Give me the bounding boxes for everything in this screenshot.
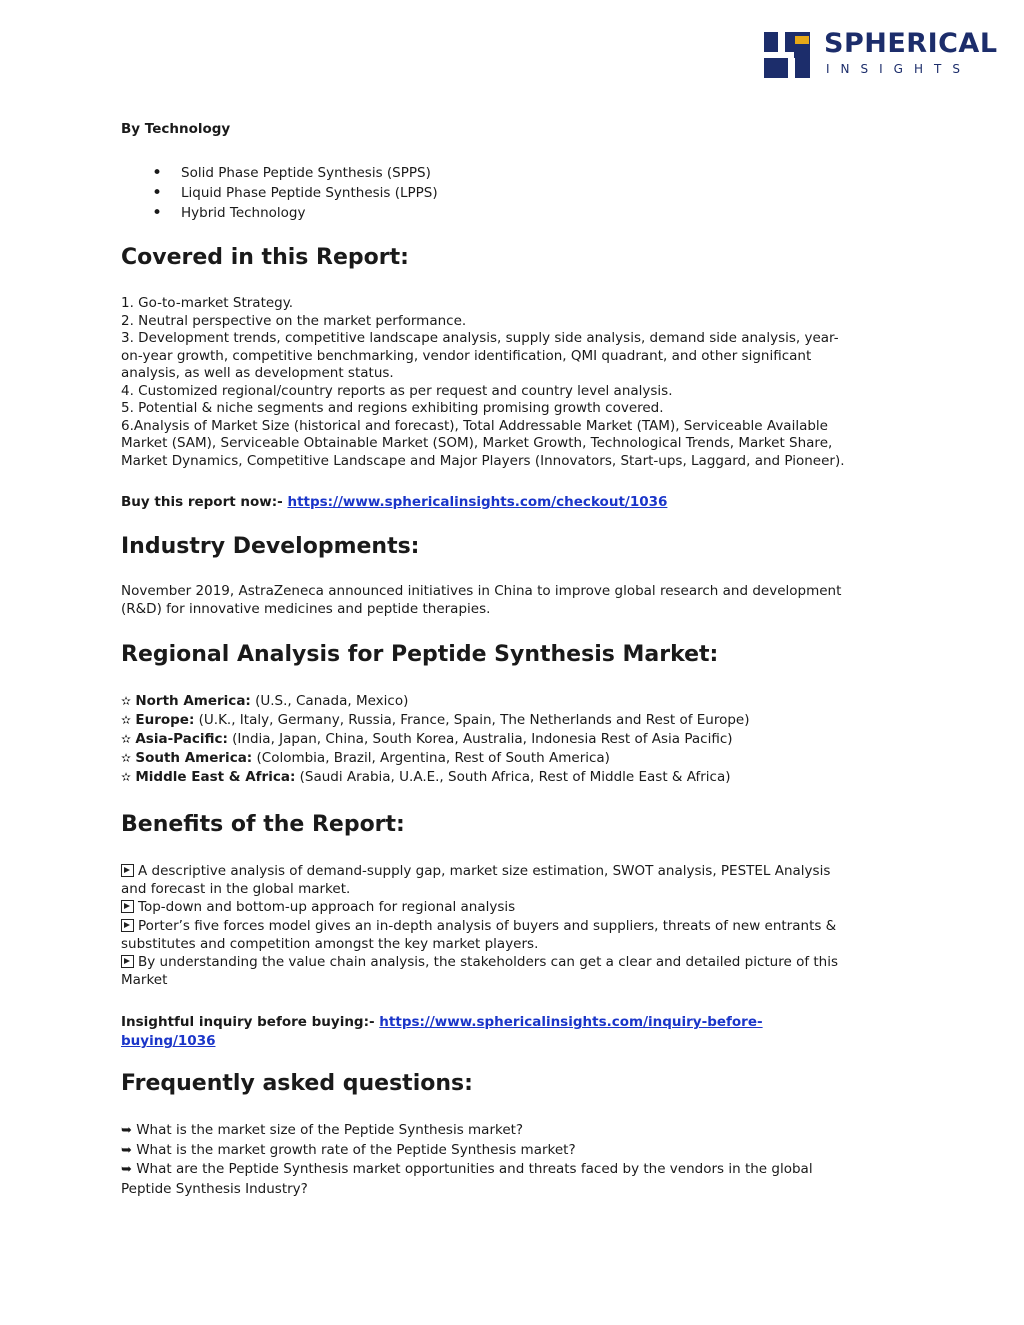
region-countries: (U.S., Canada, Mexico): [250, 693, 409, 709]
benefit-line: and forecast in the global market.: [121, 881, 351, 898]
region-item: [121, 749, 750, 768]
fast-forward-icon: [121, 919, 134, 932]
fast-forward-icon: [121, 864, 134, 877]
inquiry-link[interactable]: https://www.sphericalinsights.com/inquiry-before-: [379, 1014, 763, 1030]
region-countries: (U.K., Italy, Germany, Russia, France, Spain, The Netherlands and Rest of Europe): [194, 712, 750, 728]
industry-line: November 2019, AstraZeneca announced initiatives in China to improve global research and development: [121, 583, 842, 599]
benefits-list: [121, 862, 911, 989]
buy-row: [121, 491, 667, 510]
list-item: • Solid Phase Peptide Synthesis (SPPS): [121, 163, 901, 183]
fast-forward-icon: [121, 900, 134, 913]
brand-logo: [764, 28, 998, 78]
spherical-insights-logo-icon: [764, 32, 812, 78]
region-item: [121, 711, 750, 730]
regional-heading: Regional Analysis for Peptide Synthesis Market:: [121, 642, 719, 667]
arrow-icon: ➥: [121, 1123, 132, 1138]
industry-heading: Industry Developments:: [121, 534, 420, 559]
region-countries: (India, Japan, China, South Korea, Australia, Indonesia Rest of Asia Pacific): [227, 731, 733, 747]
star-icon: ✫: [121, 694, 132, 708]
covered-line: 3. Development trends, competitive landscape analysis, supply side analysis, demand side analysis, year-: [121, 330, 839, 346]
region-countries: (Saudi Arabia, U.A.E., South Africa, Rest of Middle East & Africa): [295, 769, 731, 785]
covered-line: analysis, as well as development status.: [121, 365, 394, 381]
faq-item: ➥ What is the market growth rate of the Peptide Synthesis market?: [121, 1141, 576, 1158]
benefit-line: By understanding the value chain analysis, the stakeholders can get a clear and detailed picture of this: [121, 953, 911, 971]
star-icon: ✫: [121, 713, 132, 727]
benefit-line: Market: [121, 972, 168, 989]
technology-list: [121, 163, 901, 223]
star-icon: ✫: [121, 770, 132, 784]
faq-item: Peptide Synthesis Industry?: [121, 1180, 308, 1197]
industry-line: (R&D) for innovative medicines and peptide therapies.: [121, 600, 491, 617]
covered-line: 2. Neutral perspective on the market performance.: [121, 312, 467, 329]
covered-line: Market (SAM), Serviceable Obtainable Market (SOM), Market Growth, Technological Trends, Market Share,: [121, 435, 833, 451]
covered-line: Market Dynamics, Competitive Landscape and Major Players (Innovators, Start-ups, Laggard, and Pioneer).: [121, 452, 845, 469]
covered-line: 1. Go-to-market Strategy.: [121, 295, 294, 311]
star-icon: ✫: [121, 732, 132, 746]
inquiry-label: Insightful inquiry before buying:-: [121, 1014, 380, 1030]
covered-heading: Covered in this Report:: [121, 245, 409, 270]
regional-list: [121, 692, 750, 787]
list-item: • Hybrid Technology: [121, 203, 901, 223]
faq-item: ➥ What is the market size of the Peptide Synthesis market?: [121, 1122, 524, 1138]
region-item: [121, 768, 750, 787]
arrow-icon: ➥: [121, 1142, 132, 1158]
benefit-line: substitutes and competition amongst the key market players.: [121, 935, 539, 952]
region-item: [121, 730, 750, 749]
faq-heading: Frequently asked questions:: [121, 1071, 473, 1096]
technology-heading: By Technology: [121, 121, 231, 137]
covered-line: on-year growth, competitive benchmarking, vendor identification, QMI quadrant, and other significant: [121, 347, 812, 364]
benefit-line: Top-down and bottom-up approach for regional analysis: [121, 898, 911, 916]
faq-item: ➥ What are the Peptide Synthesis market opportunities and threats faced by the vendors in the global: [121, 1161, 813, 1177]
inquiry-row: [121, 1012, 911, 1050]
fast-forward-icon: [121, 955, 134, 968]
covered-line: 5. Potential & niche segments and regions exhibiting promising growth covered.: [121, 400, 664, 416]
region-name: Asia-Pacific:: [135, 731, 228, 747]
brand-subname: INSIGHTS: [826, 62, 971, 76]
region-item: [121, 692, 750, 711]
buy-label: Buy this report now:-: [121, 494, 288, 510]
list-item: • Liquid Phase Peptide Synthesis (LPPS): [121, 183, 901, 203]
region-name: Europe:: [135, 712, 195, 728]
brand-name: SPHERICAL: [824, 28, 998, 59]
arrow-icon: ➥: [121, 1162, 132, 1177]
benefit-line: A descriptive analysis of demand-supply gap, market size estimation, SWOT analysis, PESTEL Analysis: [121, 862, 911, 880]
star-icon: ✫: [121, 751, 132, 765]
region-name: Middle East & Africa:: [135, 769, 296, 785]
covered-line: 4. Customized regional/country reports as per request and country level analysis.: [121, 382, 673, 399]
faq-list: [121, 1121, 911, 1198]
checkout-link[interactable]: https://www.sphericalinsights.com/checkout/1036: [287, 494, 668, 510]
industry-text: [121, 583, 911, 618]
inquiry-link-continued[interactable]: buying/1036: [121, 1033, 216, 1049]
covered-list: [121, 295, 911, 470]
region-name: North America:: [135, 693, 251, 709]
benefits-heading: Benefits of the Report:: [121, 812, 405, 837]
covered-line: 6.Analysis of Market Size (historical and forecast), Total Addressable Market (TAM), Serviceable Available: [121, 417, 828, 434]
benefit-line: Porter’s five forces model gives an in-depth analysis of buyers and suppliers, threats of new entrants &: [121, 917, 911, 935]
region-name: South America:: [135, 750, 253, 766]
region-countries: (Colombia, Brazil, Argentina, Rest of South America): [252, 750, 610, 766]
